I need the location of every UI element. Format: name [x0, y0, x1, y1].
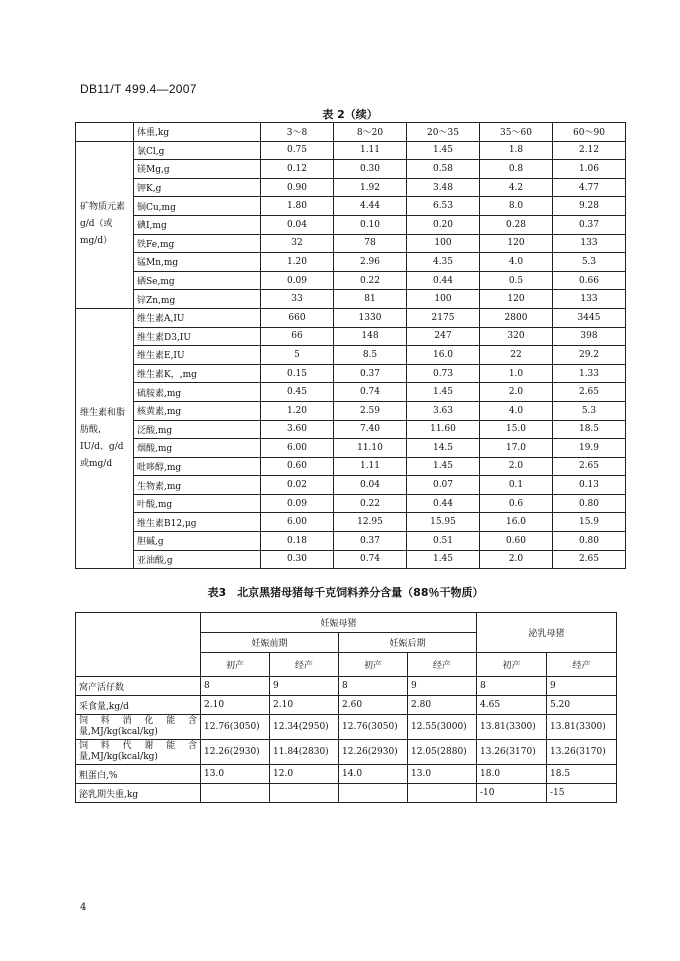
page-number: 4: [80, 902, 87, 913]
table3-value: 12.26(2930): [201, 740, 270, 765]
table2-value: 1.20: [261, 253, 334, 272]
table2-value: 14.5: [407, 439, 480, 458]
table2-value: 3.63: [407, 401, 480, 420]
table2-value: 0.66: [553, 271, 626, 290]
table2-value: 2.12: [553, 141, 626, 160]
table2-value: 0.30: [334, 160, 407, 179]
table2-nutrient: 核黄素,mg: [134, 401, 261, 420]
table2-value: 66: [261, 327, 334, 346]
table3-value: -10: [477, 784, 547, 803]
table2-value: 11.10: [334, 439, 407, 458]
table3-value: -15: [547, 784, 617, 803]
table2-weight-range: 60～90: [553, 123, 626, 142]
table2-value: 1330: [334, 308, 407, 327]
table2-value: 16.0: [407, 346, 480, 365]
table2-value: 0.04: [334, 476, 407, 495]
table2-weight-range: 3～8: [261, 123, 334, 142]
table3-value: 12.76(3050): [339, 715, 408, 740]
table3-value: 9: [547, 677, 617, 696]
table2-value: 5.3: [553, 253, 626, 272]
table2-row: [76, 476, 626, 495]
table2-value: 0.60: [261, 457, 334, 476]
table2-value: 1.45: [407, 457, 480, 476]
table2-value: 11.60: [407, 420, 480, 439]
table2-value: 4.35: [407, 253, 480, 272]
table2-value: 4.44: [334, 197, 407, 216]
table3-parity: 初产: [339, 653, 408, 677]
table2-nutrient: 泛酸,mg: [134, 420, 261, 439]
table2-value: 3.48: [407, 178, 480, 197]
table3-value: 12.34(2950): [270, 715, 339, 740]
table2-row: [76, 513, 626, 532]
table2-header-row: [76, 123, 626, 142]
table2-nutrient: 铁Fe,mg: [134, 234, 261, 253]
table2-value: 8.0: [480, 197, 553, 216]
table3-value: 9: [408, 677, 477, 696]
table3-group-pregnant: 妊娠母猪: [201, 613, 477, 633]
table2-row: [76, 215, 626, 234]
table3-parity: 经产: [408, 653, 477, 677]
table2-value: 0.22: [334, 271, 407, 290]
table3-parity: 初产: [201, 653, 270, 677]
table2-value: 15.9: [553, 513, 626, 532]
table3-row: [76, 765, 617, 784]
table2-row: [76, 494, 626, 513]
table2-value: 2.0: [480, 383, 553, 402]
table2-row: [76, 327, 626, 346]
table3-row-label: 泌乳期失重,kg: [76, 784, 201, 803]
table2-nutrient: 维生素B12,μg: [134, 513, 261, 532]
table2-value: 133: [553, 234, 626, 253]
table3-value: 12.76(3050): [201, 715, 270, 740]
table3-row: [76, 740, 617, 765]
table3-value: 2.10: [270, 696, 339, 715]
table3-value: 5.20: [547, 696, 617, 715]
table2-value: 12.95: [334, 513, 407, 532]
table2-value: 0.12: [261, 160, 334, 179]
table2-caption: 表 2（续）: [322, 108, 378, 121]
table2-value: 0.37: [334, 364, 407, 383]
table2-value: 16.0: [480, 513, 553, 532]
table2-value: 15.0: [480, 420, 553, 439]
table3-row: [76, 677, 617, 696]
table2-value: 4.2: [480, 178, 553, 197]
table2-row: [76, 346, 626, 365]
table3-row-label: 采食量,kg/d: [76, 696, 201, 715]
table3-value: 13.26(3170): [477, 740, 547, 765]
table3-value: 12.26(2930): [339, 740, 408, 765]
table2-value: 0.1: [480, 476, 553, 495]
table3-value: 9: [270, 677, 339, 696]
table3-value: 12.05(2880): [408, 740, 477, 765]
table2-value: 19.9: [553, 439, 626, 458]
table2-value: 1.92: [334, 178, 407, 197]
standard-code: DB11/T 499.4—2007: [80, 82, 197, 96]
table2-row: [76, 253, 626, 272]
table2-value: 6.53: [407, 197, 480, 216]
table2-value: 133: [553, 290, 626, 309]
table2-value: 0.58: [407, 160, 480, 179]
table2-value: 2.59: [334, 401, 407, 420]
table2-row: [76, 401, 626, 420]
table2-value: 6.00: [261, 513, 334, 532]
table2-weight-range: 35～60: [480, 123, 553, 142]
table2-value: 0.6: [480, 494, 553, 513]
table2-value: 120: [480, 290, 553, 309]
table2-value: 1.45: [407, 383, 480, 402]
table2-value: 0.51: [407, 532, 480, 551]
table3-row-label: 粗蛋白,%: [76, 765, 201, 784]
table3-value: [408, 784, 477, 803]
table2-row: [76, 234, 626, 253]
table2-value: 0.45: [261, 383, 334, 402]
table2-value: 0.37: [334, 532, 407, 551]
table3-value: 4.65: [477, 696, 547, 715]
table2-value: 5: [261, 346, 334, 365]
table2-value: 4.0: [480, 253, 553, 272]
table2-value: 33: [261, 290, 334, 309]
table2-category: 矿物质元素g/d（或mg/d）: [76, 141, 134, 308]
table2-value: 15.95: [407, 513, 480, 532]
table3-row-label: 饲料消化能含量,MJ/kg(kcal/kg): [76, 715, 201, 740]
table3-caption: 表3 北京黑猪母猪每千克饲料养分含量（88％干物质）: [207, 586, 484, 599]
table2-value: 2175: [407, 308, 480, 327]
table2-row: [76, 160, 626, 179]
table2-row: [76, 197, 626, 216]
table2-row: [76, 178, 626, 197]
table3-row: [76, 784, 617, 803]
table2-value: 9.28: [553, 197, 626, 216]
table2-category: 维生素和脂肪酸，IU/d、g/d或mg/d: [76, 308, 134, 568]
table3-value: [270, 784, 339, 803]
table3-value: 13.26(3170): [547, 740, 617, 765]
table2-row: [76, 383, 626, 402]
table3-row: [76, 696, 617, 715]
table2-value: 0.18: [261, 532, 334, 551]
table2-value: 0.04: [261, 215, 334, 234]
table2-value: 2800: [480, 308, 553, 327]
table2-nutrient: 叶酸,mg: [134, 494, 261, 513]
table2-value: 0.80: [553, 532, 626, 551]
table2-value: 0.30: [261, 550, 334, 569]
table3-value: 2.60: [339, 696, 408, 715]
table3-value: 11.84(2830): [270, 740, 339, 765]
table3-late-pregnancy: 妊娠后期: [339, 633, 477, 653]
table2-value: 660: [261, 308, 334, 327]
table3-value: 8: [477, 677, 547, 696]
table3-row-label: 饲料代谢能含量,MJ/kg(kcal/kg): [76, 740, 201, 765]
table3-parity: 经产: [547, 653, 617, 677]
table3-parity: 经产: [270, 653, 339, 677]
table2-value: 0.20: [407, 215, 480, 234]
table2-row: [76, 271, 626, 290]
table2-value: 78: [334, 234, 407, 253]
table2-value: 2.0: [480, 457, 553, 476]
table2-value: 32: [261, 234, 334, 253]
table3-parity: 初产: [477, 653, 547, 677]
table2-value: 0.5: [480, 271, 553, 290]
table2-value: 5.3: [553, 401, 626, 420]
table3-value: 18.0: [477, 765, 547, 784]
table2-value: 0.74: [334, 550, 407, 569]
table2-value: 1.45: [407, 550, 480, 569]
table2-value: 22: [480, 346, 553, 365]
table2-value: 2.96: [334, 253, 407, 272]
table3-row: [76, 715, 617, 740]
table3-value: 13.81(3300): [477, 715, 547, 740]
table2-value: 1.33: [553, 364, 626, 383]
table2-row: [76, 532, 626, 551]
table2-nutrient: 碘I,mg: [134, 215, 261, 234]
table3-value: 2.10: [201, 696, 270, 715]
table2-value: 2.65: [553, 457, 626, 476]
table2-value: 148: [334, 327, 407, 346]
table2-weight-range: 8～20: [334, 123, 407, 142]
table2-value: 3445: [553, 308, 626, 327]
table2-value: 100: [407, 234, 480, 253]
table2-value: 0.90: [261, 178, 334, 197]
table2-value: 0.74: [334, 383, 407, 402]
table2-nutrient: 钾K,g: [134, 178, 261, 197]
table2-nutrient: 维生素D3,IU: [134, 327, 261, 346]
table2-nutrient: 亚油酸,g: [134, 550, 261, 569]
table2-value: 0.13: [553, 476, 626, 495]
table3-value: 13.81(3300): [547, 715, 617, 740]
table2-row: [76, 141, 626, 160]
table2-value: 0.60: [480, 532, 553, 551]
table2-value: 247: [407, 327, 480, 346]
table2-value: 0.8: [480, 160, 553, 179]
table2-value: 3.60: [261, 420, 334, 439]
table3-value: 8: [201, 677, 270, 696]
table3-value: 8: [339, 677, 408, 696]
table2-nutrient: 锌Zn,mg: [134, 290, 261, 309]
table2-value: 0.75: [261, 141, 334, 160]
table2-nutrient: 铜Cu,mg: [134, 197, 261, 216]
table3-value: [201, 784, 270, 803]
table2-value: 1.45: [407, 141, 480, 160]
table2-value: 0.28: [480, 215, 553, 234]
table2-value: 0.09: [261, 494, 334, 513]
table2-nutrient: 维生素E,IU: [134, 346, 261, 365]
table2-nutrient: 胆碱,g: [134, 532, 261, 551]
table2-value: 120: [480, 234, 553, 253]
table2-weight-label: 体重,kg: [134, 123, 261, 142]
table2-nutrient: 硫胺素,mg: [134, 383, 261, 402]
table2-nutrient: 维生素A,IU: [134, 308, 261, 327]
table2-value: 0.73: [407, 364, 480, 383]
table2-nutrient: 氯Cl,g: [134, 141, 261, 160]
table3-value: 13.0: [408, 765, 477, 784]
table2-value: 2.65: [553, 550, 626, 569]
table2-value: 398: [553, 327, 626, 346]
table2-weight-range: 20～35: [407, 123, 480, 142]
table2-corner: [76, 123, 134, 142]
table3: [75, 612, 617, 803]
table2-value: 0.07: [407, 476, 480, 495]
table2-value: 29.2: [553, 346, 626, 365]
table2-row: [76, 439, 626, 458]
table2-value: 2.0: [480, 550, 553, 569]
table2-value: 0.22: [334, 494, 407, 513]
table2-value: 0.02: [261, 476, 334, 495]
table2-row: [76, 550, 626, 569]
table2-value: 1.06: [553, 160, 626, 179]
table2-value: 0.15: [261, 364, 334, 383]
table2-nutrient: 锰Mn,mg: [134, 253, 261, 272]
table2-nutrient: 维生素K，,mg: [134, 364, 261, 383]
table2: [75, 122, 626, 569]
table2-value: 1.11: [334, 457, 407, 476]
table3-group-lactating: 泌乳母猪: [477, 613, 617, 653]
table2-row: [76, 308, 626, 327]
table3-value: 13.0: [201, 765, 270, 784]
table3-value: 12.55(3000): [408, 715, 477, 740]
table3-value: [339, 784, 408, 803]
table2-value: 4.77: [553, 178, 626, 197]
table2-value: 17.0: [480, 439, 553, 458]
table2-nutrient: 烟酸,mg: [134, 439, 261, 458]
table2-value: 1.80: [261, 197, 334, 216]
table2-value: 8.5: [334, 346, 407, 365]
table2-row: [76, 364, 626, 383]
table3-row-label: 窝产活仔数: [76, 677, 201, 696]
table2-row: [76, 290, 626, 309]
table2-value: 1.20: [261, 401, 334, 420]
table2-value: 0.44: [407, 271, 480, 290]
table3-early-pregnancy: 妊娠前期: [201, 633, 339, 653]
table2-value: 1.0: [480, 364, 553, 383]
table2-value: 81: [334, 290, 407, 309]
table2-value: 1.8: [480, 141, 553, 160]
table2-value: 1.11: [334, 141, 407, 160]
table2-value: 2.65: [553, 383, 626, 402]
table2-nutrient: 吡哆醇,mg: [134, 457, 261, 476]
table2-row: [76, 457, 626, 476]
table2-value: 6.00: [261, 439, 334, 458]
table2-value: 0.10: [334, 215, 407, 234]
table2-value: 18.5: [553, 420, 626, 439]
table3-corner: [76, 613, 201, 677]
table2-value: 0.80: [553, 494, 626, 513]
table2-value: 7.40: [334, 420, 407, 439]
table3-value: 12.0: [270, 765, 339, 784]
table2-value: 0.44: [407, 494, 480, 513]
table3-value: 18.5: [547, 765, 617, 784]
table2-value: 320: [480, 327, 553, 346]
table2-row: [76, 420, 626, 439]
table3-value: 2.80: [408, 696, 477, 715]
table2-nutrient: 镁Mg,g: [134, 160, 261, 179]
table2-value: 0.09: [261, 271, 334, 290]
table3-value: 14.0: [339, 765, 408, 784]
table2-value: 100: [407, 290, 480, 309]
table2-nutrient: 硒Se,mg: [134, 271, 261, 290]
table2-nutrient: 生物素,mg: [134, 476, 261, 495]
table2-value: 4.0: [480, 401, 553, 420]
table2-value: 0.37: [553, 215, 626, 234]
